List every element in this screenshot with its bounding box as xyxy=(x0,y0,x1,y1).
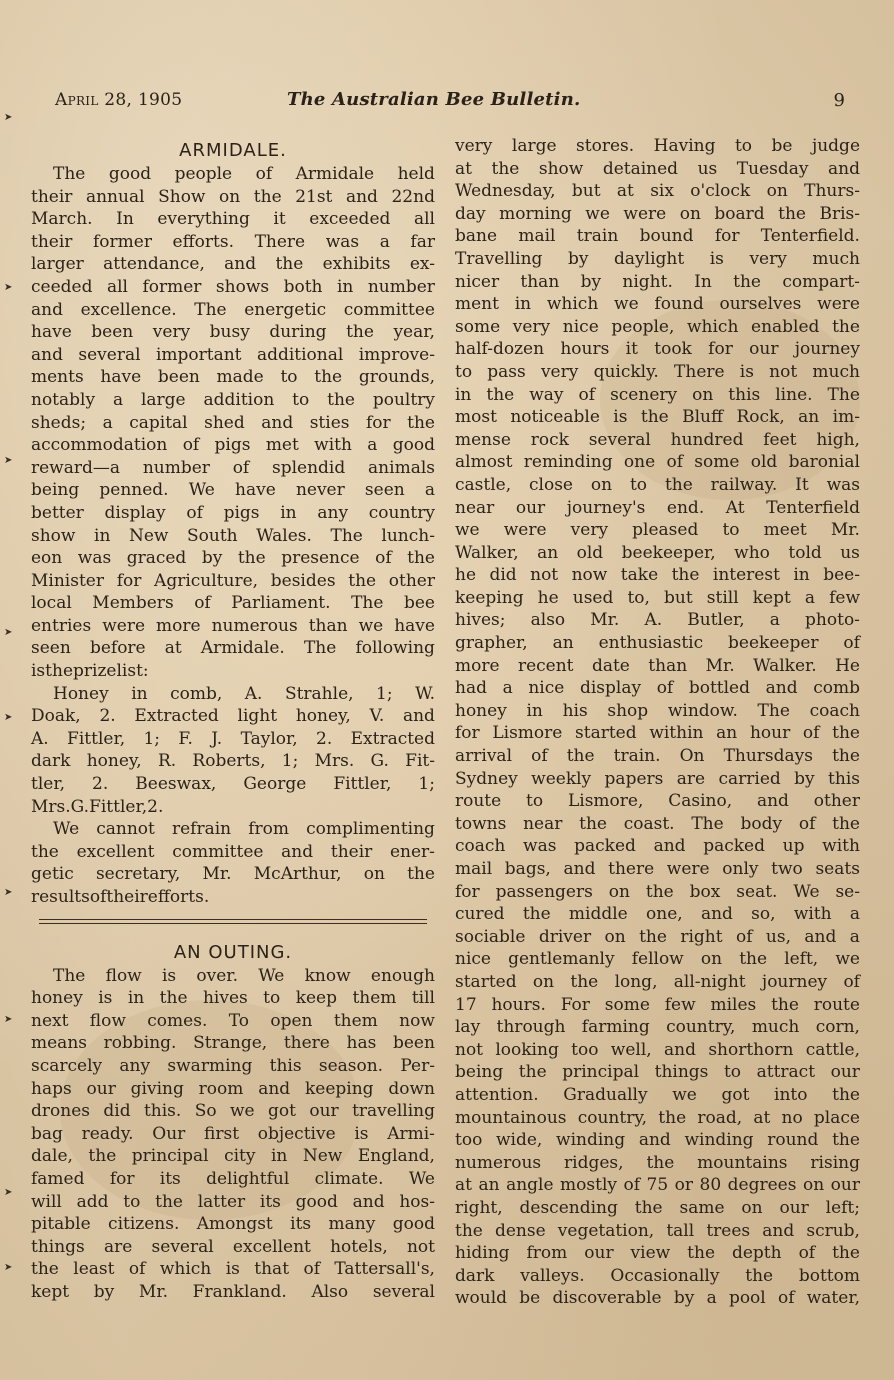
text-line: their annual Show on the 21st and 22nd xyxy=(31,186,435,207)
text-line: will add to the latter its good and hos- xyxy=(31,1191,435,1212)
text-line: and several important additional improve- xyxy=(31,344,435,365)
text-line: is the prize list: xyxy=(31,661,149,682)
outing-continued-paragraph xyxy=(455,135,860,1310)
text-line: had a nice display of bottled and comb xyxy=(455,678,860,699)
text-line: to pass very quickly. There is not much xyxy=(455,361,860,382)
outing-paragraph xyxy=(31,965,435,1304)
text-line: not looking too well, and shorthorn cattle, xyxy=(455,1039,860,1060)
text-line: attention. Gradually we got into the xyxy=(455,1084,860,1105)
text-line: honey is in the hives to keep them till xyxy=(31,988,435,1009)
text-line: very large stores. Having to be judge xyxy=(455,136,860,156)
text-line: Walker, an old beekeeper, who told us xyxy=(455,542,860,563)
text-line: pitable citizens. Amongst its many good xyxy=(31,1214,435,1235)
text-line: cured the middle one, and so, with a xyxy=(455,904,860,925)
left-column xyxy=(31,135,435,1304)
text-line: A. Fittler, 1; F. J. Taylor, 2. Extracted xyxy=(31,728,435,749)
text-line: half-dozen hours it took for our journey xyxy=(455,339,860,360)
text-line: dale, the principal city in New England, xyxy=(31,1146,435,1167)
text-line: Doak, 2. Extracted light honey, V. and xyxy=(31,706,435,727)
text-line: kept by Mr. Frankland. Also several xyxy=(31,1281,435,1302)
text-line: day morning we were on board the Bris- xyxy=(455,203,860,224)
text-line: Mrs. G. Fittler, 2. xyxy=(31,796,164,817)
text-line: started on the long, all-night journey of xyxy=(455,971,860,992)
text-line: more recent date than Mr. Walker. He xyxy=(455,655,860,676)
text-line: dark honey, R. Roberts, 1; Mrs. G. Fit- xyxy=(31,751,435,772)
text-line: show in New South Wales. The lunch- xyxy=(31,525,435,546)
text-line: results of their efforts. xyxy=(31,887,210,907)
text-line: the least of which is that of Tattersall's, xyxy=(31,1259,435,1280)
text-line: Honey in comb, A. Strahle, 1; W. xyxy=(53,683,435,704)
margin-mark: ➤ xyxy=(4,1262,13,1273)
text-line: entries were more numerous than we have xyxy=(31,615,435,636)
text-line: accommodation of pigs met with a good xyxy=(31,435,435,456)
text-line: better display of pigs in any country xyxy=(31,502,435,523)
text-line: the excellent committee and their ener- xyxy=(31,841,435,862)
prize-list-paragraph xyxy=(31,683,435,819)
text-line: bane mail train bound for Tenterfield. xyxy=(455,226,860,247)
text-line: have been very busy during the year, xyxy=(31,322,435,343)
text-line: drones did this. So we got our travelling xyxy=(31,1101,435,1122)
text-line: at an angle mostly of 75 or 80 degrees on our xyxy=(455,1175,860,1196)
text-line: We cannot refrain from complimenting xyxy=(53,819,435,840)
text-line: nice gentlemanly fellow on the left, we xyxy=(455,949,860,970)
text-line: sheds; a capital shed and sties for the xyxy=(31,412,435,433)
text-line: right, descending the same on our left; xyxy=(455,1197,860,1218)
text-line: near our journey's end. At Tenterfield xyxy=(455,497,860,518)
text-line: we were very pleased to meet Mr. xyxy=(455,520,860,541)
text-line: dark valleys. Occasionally the bottom xyxy=(455,1265,860,1286)
text-line: seen before at Armidale. The following xyxy=(31,638,435,659)
text-line: haps our giving room and keeping down xyxy=(31,1078,435,1099)
text-line: mail bags, and there were only two seats xyxy=(455,859,860,879)
margin-mark: ➤ xyxy=(4,1014,13,1025)
margin-mark: ➤ xyxy=(4,627,13,638)
page-number: 9 xyxy=(833,90,845,111)
text-line: most noticeable is the Bluff Rock, an im- xyxy=(455,407,860,428)
text-line: hives; also Mr. A. Butler, a photo- xyxy=(455,610,860,631)
outing-heading: AN OUTING. xyxy=(173,941,293,963)
text-line: eon was graced by the presence of the xyxy=(31,548,435,569)
text-line: tler, 2. Beeswax, George Fittler, 1; xyxy=(31,774,435,795)
text-line: March. In everything it exceeded all xyxy=(31,209,435,230)
text-line: getic secretary, Mr. McArthur, on the xyxy=(31,864,435,885)
text-line: castle, close on to the railway. It was xyxy=(455,474,860,495)
text-line: towns near the coast. The body of the xyxy=(455,813,860,834)
armidale-paragraph xyxy=(31,163,435,683)
text-line: The good people of Armidale held xyxy=(53,164,435,184)
text-line: coach was packed and packed up with xyxy=(455,836,860,857)
text-line: for passengers on the box seat. We se- xyxy=(455,881,860,902)
text-line: numerous ridges, the mountains rising xyxy=(455,1152,860,1173)
text-line: grapher, an enthusiastic beekeeper of xyxy=(455,633,860,654)
text-line: local Members of Parliament. The bee xyxy=(31,593,435,614)
text-line: hiding from our view the depth of the xyxy=(455,1243,860,1264)
section-divider xyxy=(39,919,427,924)
text-line: being penned. We have never seen a xyxy=(31,480,435,501)
text-line: sociable driver on the right of us, and a xyxy=(455,926,860,947)
text-line: would be discoverable by a pool of water, xyxy=(455,1288,860,1309)
text-line: means robbing. Strange, there has been xyxy=(31,1033,435,1054)
text-line: and excellence. The energetic committee xyxy=(31,299,435,320)
text-line: at the show detained us Tuesday and xyxy=(455,158,860,179)
text-line: too wide, winding and winding round the xyxy=(455,1130,860,1151)
text-line: nicer than by night. In the compart- xyxy=(455,271,860,292)
text-line: mountainous country, the road, at no place xyxy=(455,1107,860,1128)
issue-date: April 28, 1905 xyxy=(55,90,183,110)
text-line: The flow is over. We know enough xyxy=(53,965,435,986)
text-line: in the way of scenery on this line. The xyxy=(455,384,860,405)
compliment-paragraph xyxy=(31,818,435,908)
margin-mark: ➤ xyxy=(4,712,13,723)
text-line: Sydney weekly papers are carried by this xyxy=(455,768,860,789)
text-line: some very nice people, which enabled the xyxy=(455,316,860,337)
text-line: scarcely any swarming this season. Per- xyxy=(31,1055,435,1076)
text-line: Wednesday, but at six o'clock on Thurs- xyxy=(455,181,860,202)
text-line: notably a large addition to the poultry xyxy=(31,389,435,410)
text-line: bag ready. Our first objective is Armi- xyxy=(31,1123,435,1144)
text-line: famed for its delightful climate. We xyxy=(31,1168,435,1189)
text-line: their former efforts. There was a far xyxy=(31,231,435,252)
text-line: route to Lismore, Casino, and other xyxy=(455,791,860,812)
text-line: 17 hours. For some few miles the route xyxy=(455,994,860,1015)
publication-title: The Australian Bee Bulletin. xyxy=(287,89,581,110)
text-line: larger attendance, and the exhibits ex- xyxy=(31,254,435,275)
text-line: keeping he used to, but still kept a few xyxy=(455,587,860,608)
text-line: for Lismore started within an hour of the xyxy=(455,723,860,744)
text-line: being the principal things to attract our xyxy=(455,1062,860,1083)
text-line: mense rock several hundred feet high, xyxy=(455,429,860,450)
text-line: arrival of the train. On Thursdays the xyxy=(455,746,860,767)
text-line: ments have been made to the grounds, xyxy=(31,367,435,388)
armidale-heading: ARMIDALE. xyxy=(179,140,287,161)
text-line: Minister for Agriculture, besides the other xyxy=(31,570,435,591)
text-line: the dense vegetation, tall trees and scrub, xyxy=(455,1220,860,1241)
text-line: almost reminding one of some old baronial xyxy=(455,452,860,473)
text-line: ceeded all former shows both in number xyxy=(31,276,435,297)
margin-mark: ➤ xyxy=(4,455,13,466)
margin-mark: ➤ xyxy=(4,887,13,898)
text-line: lay through farming country, much corn, xyxy=(455,1017,860,1038)
right-column xyxy=(455,135,860,1310)
text-line: next flow comes. To open them now xyxy=(31,1010,435,1031)
margin-mark: ➤ xyxy=(4,112,13,123)
margin-mark: ➤ xyxy=(4,1187,13,1198)
page-header xyxy=(55,90,845,116)
text-line: things are several excellent hotels, not xyxy=(31,1236,435,1257)
margin-mark: ➤ xyxy=(4,282,13,293)
text-line: Travelling by daylight is very much xyxy=(455,248,860,269)
text-line: reward—a number of splendid animals xyxy=(31,457,435,478)
text-line: honey in his shop window. The coach xyxy=(455,700,860,721)
text-line: he did not now take the interest in bee- xyxy=(455,565,860,586)
text-line: ment in which we found ourselves were xyxy=(455,294,860,315)
